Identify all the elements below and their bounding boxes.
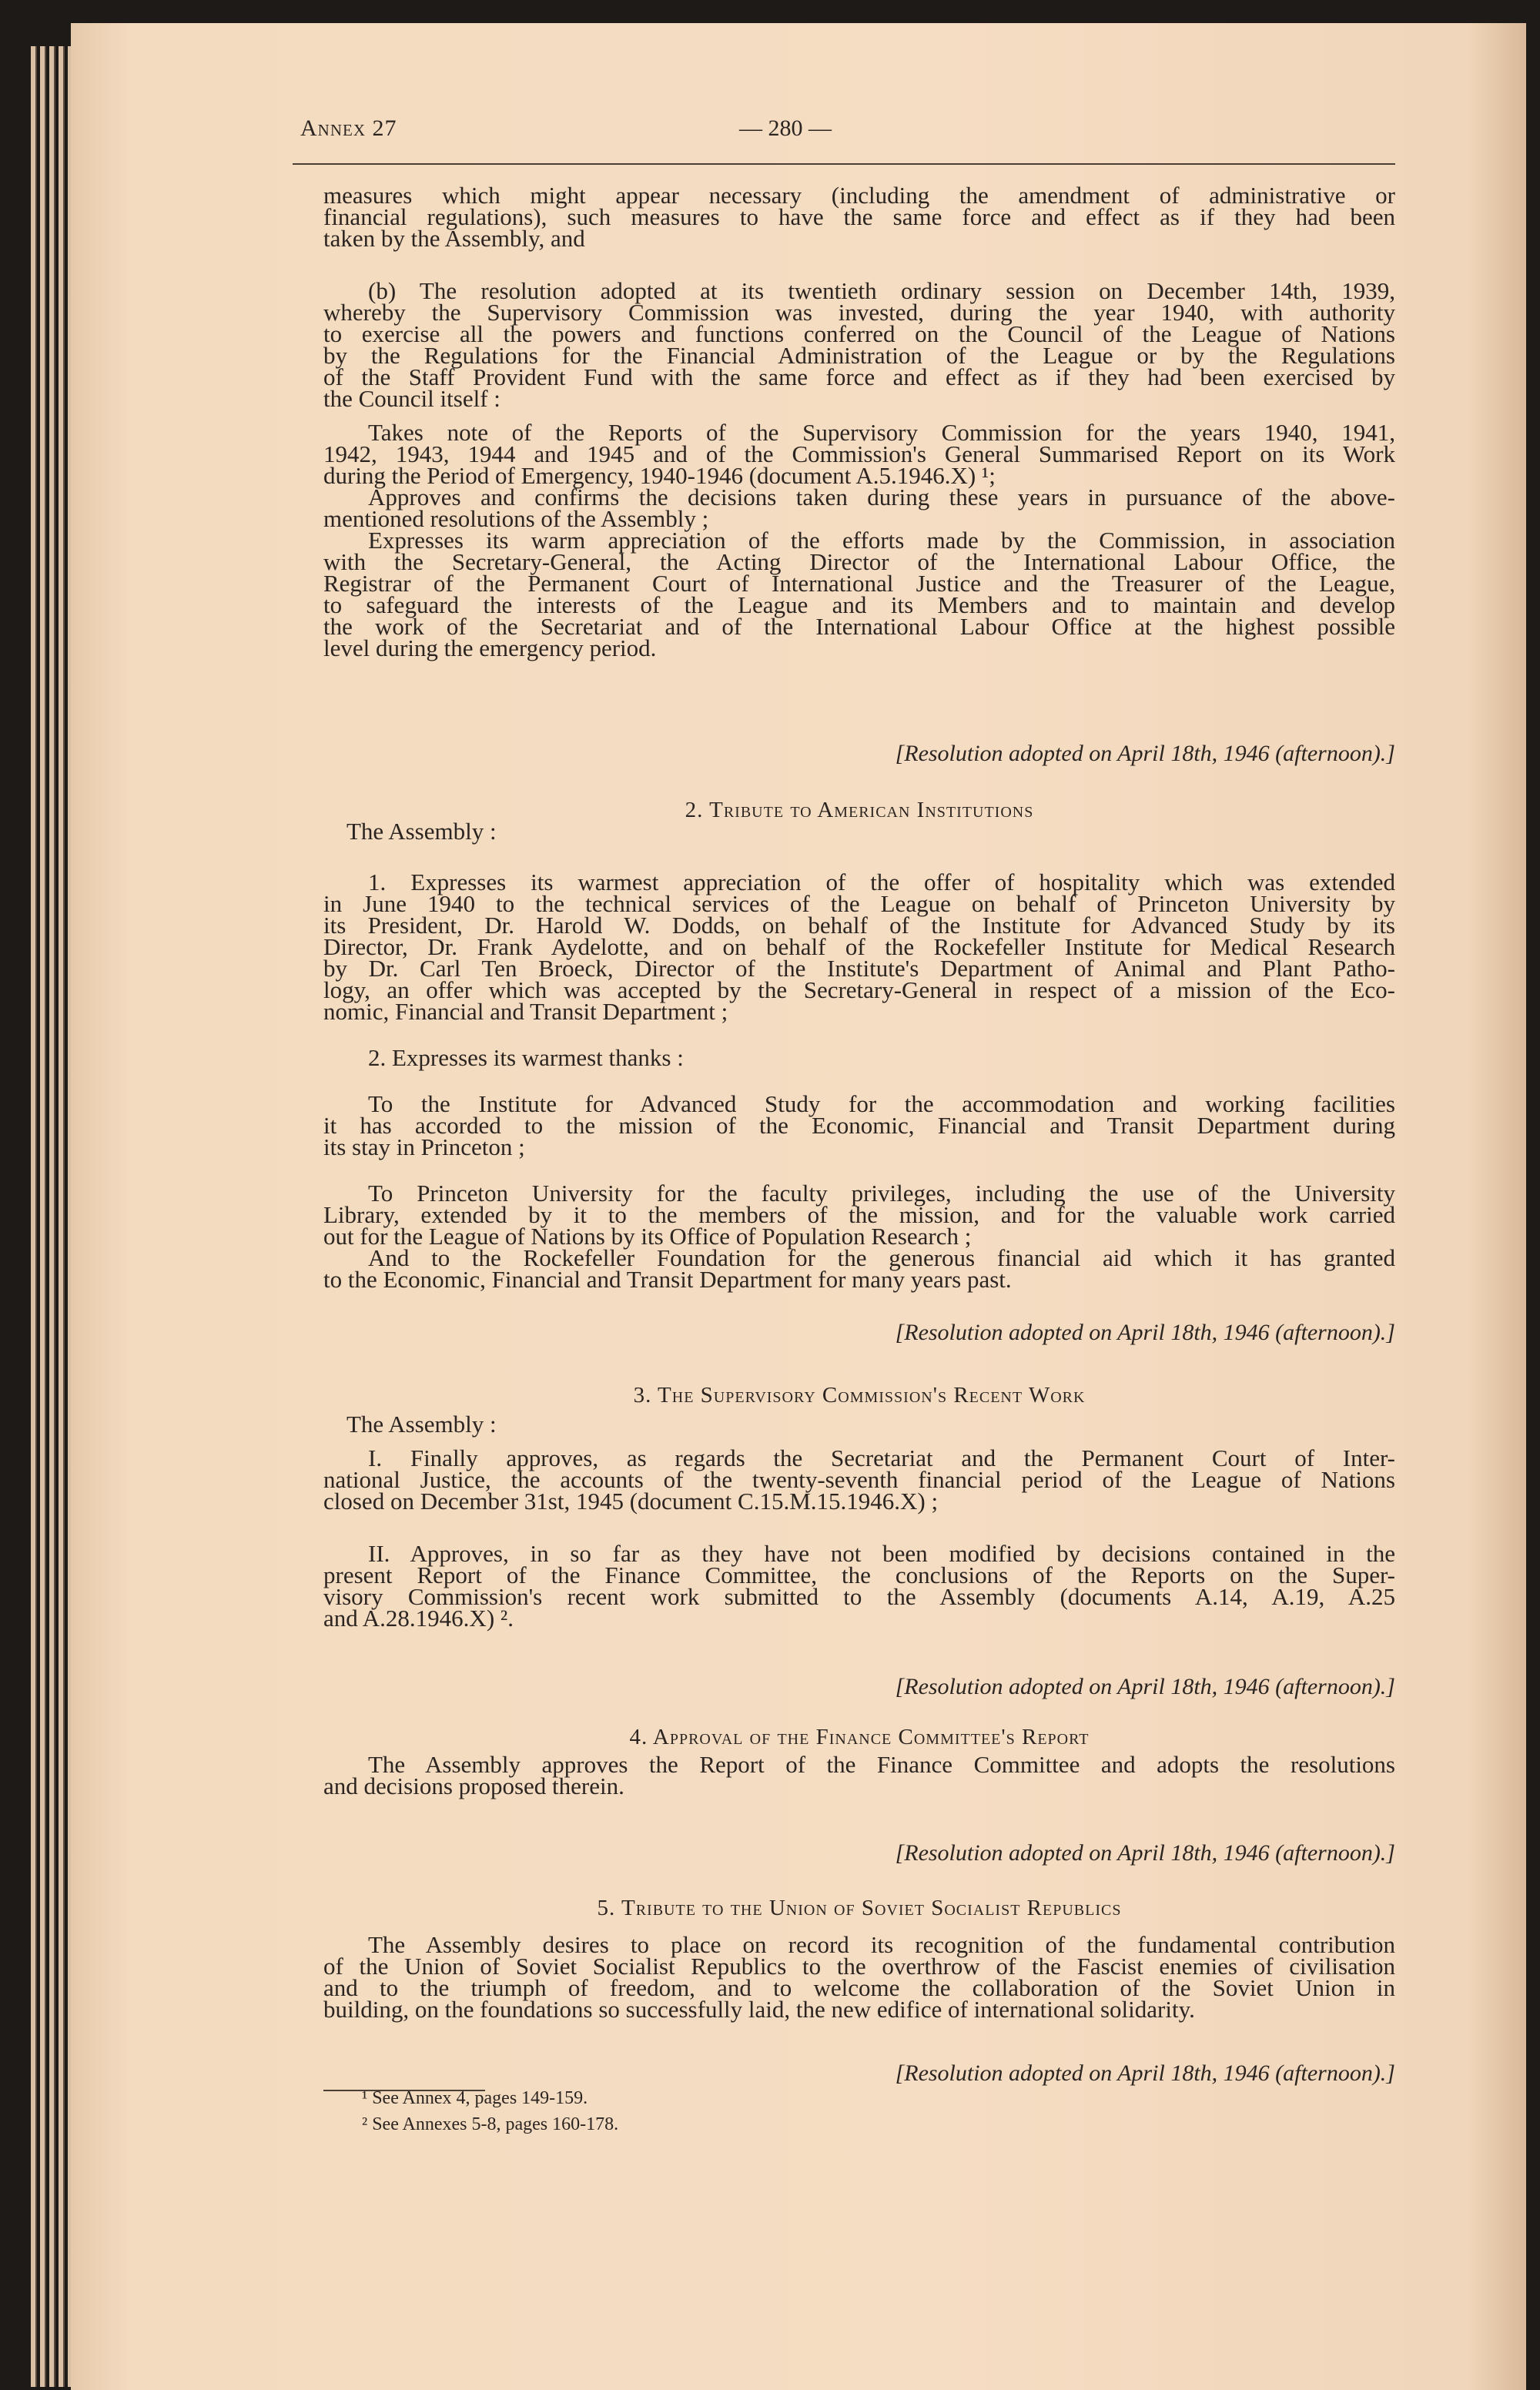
text-line: II. Approves, in so far as they have not been modified by decisions contained in the (368, 1540, 1395, 1567)
text-line: and decisions proposed therein. (323, 1772, 624, 1799)
paragraph (323, 1244, 1395, 1293)
text-line: to the Economic, Financial and Transit Department for many years past. (323, 1266, 1012, 1293)
text-line: of the Union of Soviet Socialist Republics to the overthrow of the Fascist enemies of civilisation (323, 1953, 1395, 1980)
text-line: by the Regulations for the Financial Administration of the League or by the Regulations (323, 342, 1395, 369)
text-line: I. Finally approves, as regards the Secretariat and the Permanent Court of Inter- (368, 1444, 1395, 1471)
page-number: — 280 — (739, 115, 832, 141)
page-edges (31, 46, 77, 2387)
text-line: mentioned resolutions of the Assembly ; (323, 505, 709, 532)
section-heading-4: 4. Approval of the Finance Committee's Report (629, 1725, 1090, 1749)
resolution-note: [Resolution adopted on April 18th, 1946 (afternoon).] (895, 1840, 1395, 1866)
text-line: 1. Expresses its warmest appreciation of the offer of hospitality which was extended (368, 869, 1395, 895)
paragraph (323, 869, 1395, 1025)
text-line: the work of the Secretariat and of the International Labour Office at the highest possible (323, 613, 1395, 640)
text-line: To Princeton University for the faculty privileges, including the use of the University (368, 1180, 1395, 1207)
text-line: Library, extended by it to the members of the mission, and for the valuable work carried (323, 1201, 1395, 1228)
text-line: financial regulations), such measures to have the same force and effect as if they had been (323, 203, 1395, 230)
paragraph (323, 1180, 1395, 1250)
annex-label: Annex 27 (300, 115, 397, 141)
text-line: (b) The resolution adopted at its twentieth ordinary session on December 14th, 1939, (368, 277, 1395, 304)
text-line: its stay in Princeton ; (323, 1133, 525, 1160)
resolution-note: [Resolution adopted on April 18th, 1946 (afternoon).] (895, 741, 1395, 766)
text-line: nomic, Financial and Transit Department ; (323, 998, 728, 1025)
text-line: to exercise all the powers and functions conferred on the Council of the League of Nations (323, 320, 1395, 347)
resolution-note: [Resolution adopted on April 18th, 1946 (afternoon).] (895, 2060, 1395, 2086)
section-heading-2: 2. Tribute to American Institutions (685, 798, 1034, 822)
text-line: To the Institute for Advanced Study for the accommodation and working facilities (368, 1090, 1395, 1117)
footnote-2: ² See Annexes 5-8, pages 160-178. (362, 2114, 619, 2134)
text-line: national Justice, the accounts of the twenty-seventh financial period of the League of Nations (323, 1466, 1395, 1493)
text-line: logy, an offer which was accepted by the Secretary-General in respect of a mission of the Eco- (323, 976, 1395, 1003)
text-line: Registrar of the Permanent Court of International Justice and the Treasurer of the League, (323, 570, 1395, 597)
text-line: and to the triumph of freedom, and to welcome the collaboration of the Soviet Union in (323, 1974, 1395, 2001)
text-line: closed on December 31st, 1945 (document C.15.M.15.1946.X) ; (323, 1488, 939, 1515)
header-rule (293, 163, 1395, 165)
paragraph (323, 1044, 1395, 1071)
text-line: to safeguard the interests of the League and its Members and to maintain and develop (323, 591, 1395, 618)
text-line: level during the emergency period. (323, 634, 657, 661)
text-line: the Council itself : (323, 385, 500, 412)
text-line: visory Commission's recent work submitted to the Assembly (documents A.14, A.19, A.25 (323, 1583, 1395, 1610)
paragraph (323, 1540, 1395, 1632)
text-line: by Dr. Carl Ten Broeck, Director of the Institute's Department of Animal and Plant Patho- (323, 955, 1395, 982)
paragraph (323, 277, 1395, 412)
assembly-label: The Assembly : (346, 818, 497, 845)
text-line: And to the Rockefeller Foundation for the generous financial aid which it has granted (368, 1244, 1395, 1271)
text-line: its President, Dr. Harold W. Dodds, on behalf of the Institute for Advanced Study by its (323, 912, 1395, 939)
text-line: Approves and confirms the decisions taken during these years in pursuance of the above- (368, 484, 1395, 510)
text-line: with the Secretary-General, the Acting Director of the International Labour Office, the (323, 548, 1395, 575)
text-line: Expresses its warm appreciation of the efforts made by the Commission, in association (368, 527, 1395, 554)
paragraph (323, 419, 1395, 489)
text-line: The Assembly desires to place on record its recognition of the fundamental contribution (368, 1931, 1395, 1958)
text-line: Director, Dr. Frank Aydelotte, and on behalf of the Rockefeller Institute for Medical Research (323, 933, 1395, 960)
assembly-label: The Assembly : (346, 1411, 497, 1438)
section-heading-3: 3. The Supervisory Commission's Recent Work (633, 1383, 1086, 1408)
text-line: in June 1940 to the technical services of the League on behalf of Princeton University by (323, 890, 1395, 917)
text-line: of the Staff Provident Fund with the same force and effect as if they had been exercised by (323, 363, 1395, 390)
paragraph (323, 1931, 1395, 2023)
text-line: taken by the Assembly, and (323, 225, 585, 252)
text-line: out for the League of Nations by its Office of Population Research ; (323, 1223, 972, 1250)
text-line: and A.28.1946.X) ². (323, 1605, 514, 1632)
text-line: whereby the Supervisory Commission was invested, during the year 1940, with authority (323, 299, 1395, 326)
paragraph (323, 1090, 1395, 1160)
text-line: 1942, 1943, 1944 and 1945 and of the Commission's General Summarised Report on its Work (323, 440, 1395, 467)
section-heading-5: 5. Tribute to the Union of Soviet Socialist Republics (597, 1896, 1122, 1920)
paragraph (323, 1751, 1395, 1799)
text-line: present Report of the Finance Committee, the conclusions of the Reports on the Super- (323, 1562, 1395, 1588)
text-line: during the Period of Emergency, 1940-1946 (document A.5.1946.X) ¹; (323, 462, 996, 489)
text-line: it has accorded to the mission of the Economic, Financial and Transit Department during (323, 1112, 1395, 1139)
text-line: measures which might appear necessary (including the amendment of administrative or (323, 182, 1395, 209)
text-line: Takes note of the Reports of the Supervisory Commission for the years 1940, 1941, (368, 419, 1395, 446)
text-line: 2. Expresses its warmest thanks : (368, 1044, 684, 1071)
paragraph (323, 527, 1395, 661)
footnote-1: ¹ See Annex 4, pages 149-159. (362, 2088, 588, 2108)
text-line: building, on the foundations so successfully laid, the new edifice of international solidarity. (323, 1996, 1195, 2023)
text-line: The Assembly approves the Report of the Finance Committee and adopts the resolutions (368, 1751, 1395, 1778)
resolution-note: [Resolution adopted on April 18th, 1946 (afternoon).] (895, 1320, 1395, 1345)
paragraph (323, 1444, 1395, 1515)
resolution-note: [Resolution adopted on April 18th, 1946 (afternoon).] (895, 1674, 1395, 1699)
paragraph (323, 182, 1395, 252)
paragraph (323, 484, 1395, 532)
